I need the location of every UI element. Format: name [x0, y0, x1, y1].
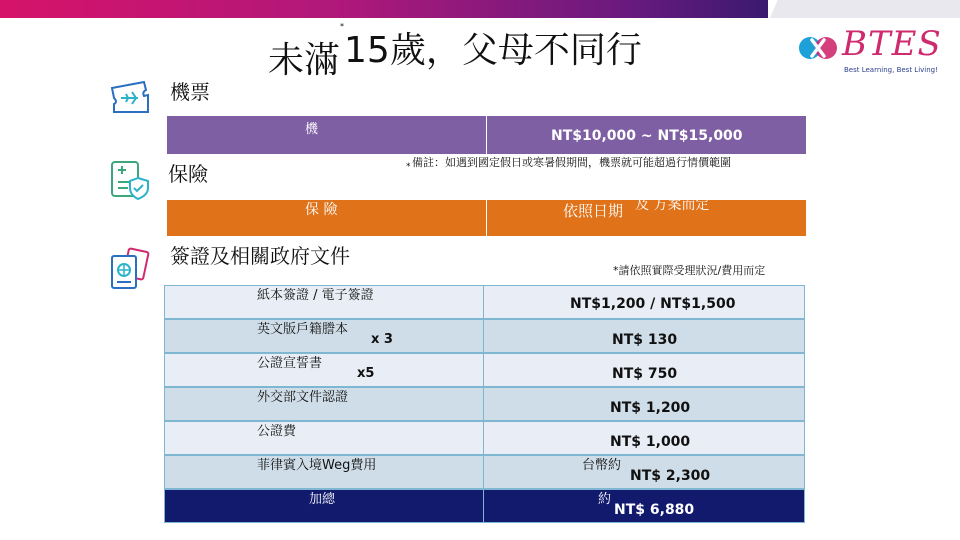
visa-label-cell	[164, 285, 484, 319]
insurance-value-a: 依照日期	[563, 202, 624, 220]
visa-heading: 簽證及相關政府文件	[170, 244, 350, 268]
visa-value-cell	[484, 455, 805, 489]
flight-label-cell	[167, 116, 487, 154]
visa-label-cell	[164, 421, 484, 455]
visa-value-cell	[484, 285, 805, 319]
total-value: NT$ 6,880	[614, 502, 695, 518]
visa-row-value: NT$ 1,000	[610, 434, 691, 450]
title-mark: *	[340, 22, 345, 31]
shield-document-icon	[108, 158, 152, 202]
flight-label: 機	[305, 122, 319, 137]
visa-value-cell	[484, 353, 805, 387]
visa-row-label: 外交部文件認證	[257, 390, 349, 405]
ticket-plane-icon	[108, 76, 152, 120]
visa-row-value: NT$ 2,300	[630, 468, 711, 484]
top-bar-notch	[770, 0, 960, 18]
visa-row-value: NT$1,200 / NT$1,500	[570, 296, 736, 312]
visa-label-cell	[164, 455, 484, 489]
visa-row-label-extra: x5	[357, 366, 375, 381]
visa-row-value: NT$ 130	[612, 332, 678, 348]
visa-row-label: 公證費	[257, 424, 297, 439]
visa-label-cell	[164, 387, 484, 421]
visa-row-label: 菲律賓入境Weg費用	[257, 458, 377, 473]
insurance-value-cell	[487, 197, 806, 236]
total-label-cell	[164, 489, 484, 523]
title-part-a: 未滿	[268, 40, 341, 81]
visa-row-label: 公證宣誓書	[257, 356, 323, 371]
visa-row-label: 紙本簽證 / 電子簽證	[257, 288, 374, 303]
title-part-b: 15歲，父母不同行	[344, 30, 642, 71]
total-value-prefix: 約	[598, 492, 612, 507]
insurance-label: 保 險	[305, 202, 338, 218]
logo-mark-icon	[796, 26, 840, 70]
insurance-value-b: 及 方案而定	[635, 197, 710, 213]
visa-value-cell	[484, 421, 805, 455]
visa-row-label: 英文版戶籍謄本	[257, 322, 349, 337]
visa-value-cell	[484, 319, 805, 353]
btes-logo	[796, 24, 946, 76]
visa-label-cell	[164, 353, 484, 387]
passport-icon	[108, 246, 152, 290]
visa-note: *請依照實際受理狀況/費用而定	[613, 264, 766, 277]
flight-heading: 機票	[170, 80, 210, 104]
visa-value-prefix: 台幣約	[582, 458, 622, 473]
flight-value-cell	[487, 116, 806, 154]
total-label: 加總	[309, 492, 336, 507]
visa-row-value: NT$ 750	[612, 366, 678, 382]
flight-note-mark: *	[406, 162, 411, 172]
visa-label-cell	[164, 319, 484, 353]
visa-value-cell	[484, 387, 805, 421]
flight-value: NT$10,000 ~ NT$15,000	[551, 128, 743, 144]
total-value-cell	[484, 489, 805, 523]
logo-tagline: Best Learning, Best Living!	[844, 66, 938, 74]
insurance-label-cell	[167, 200, 487, 236]
visa-row-label-extra: x 3	[371, 332, 393, 347]
flight-note: 備註：如遇到國定假日或寒暑假期間，機票就可能超過行情價範圍	[412, 156, 731, 169]
page-title	[268, 22, 642, 81]
insurance-heading: 保險	[168, 162, 208, 186]
visa-row-value: NT$ 1,200	[610, 400, 691, 416]
logo-brand: BTES	[842, 24, 942, 64]
top-gradient-bar	[0, 0, 960, 18]
